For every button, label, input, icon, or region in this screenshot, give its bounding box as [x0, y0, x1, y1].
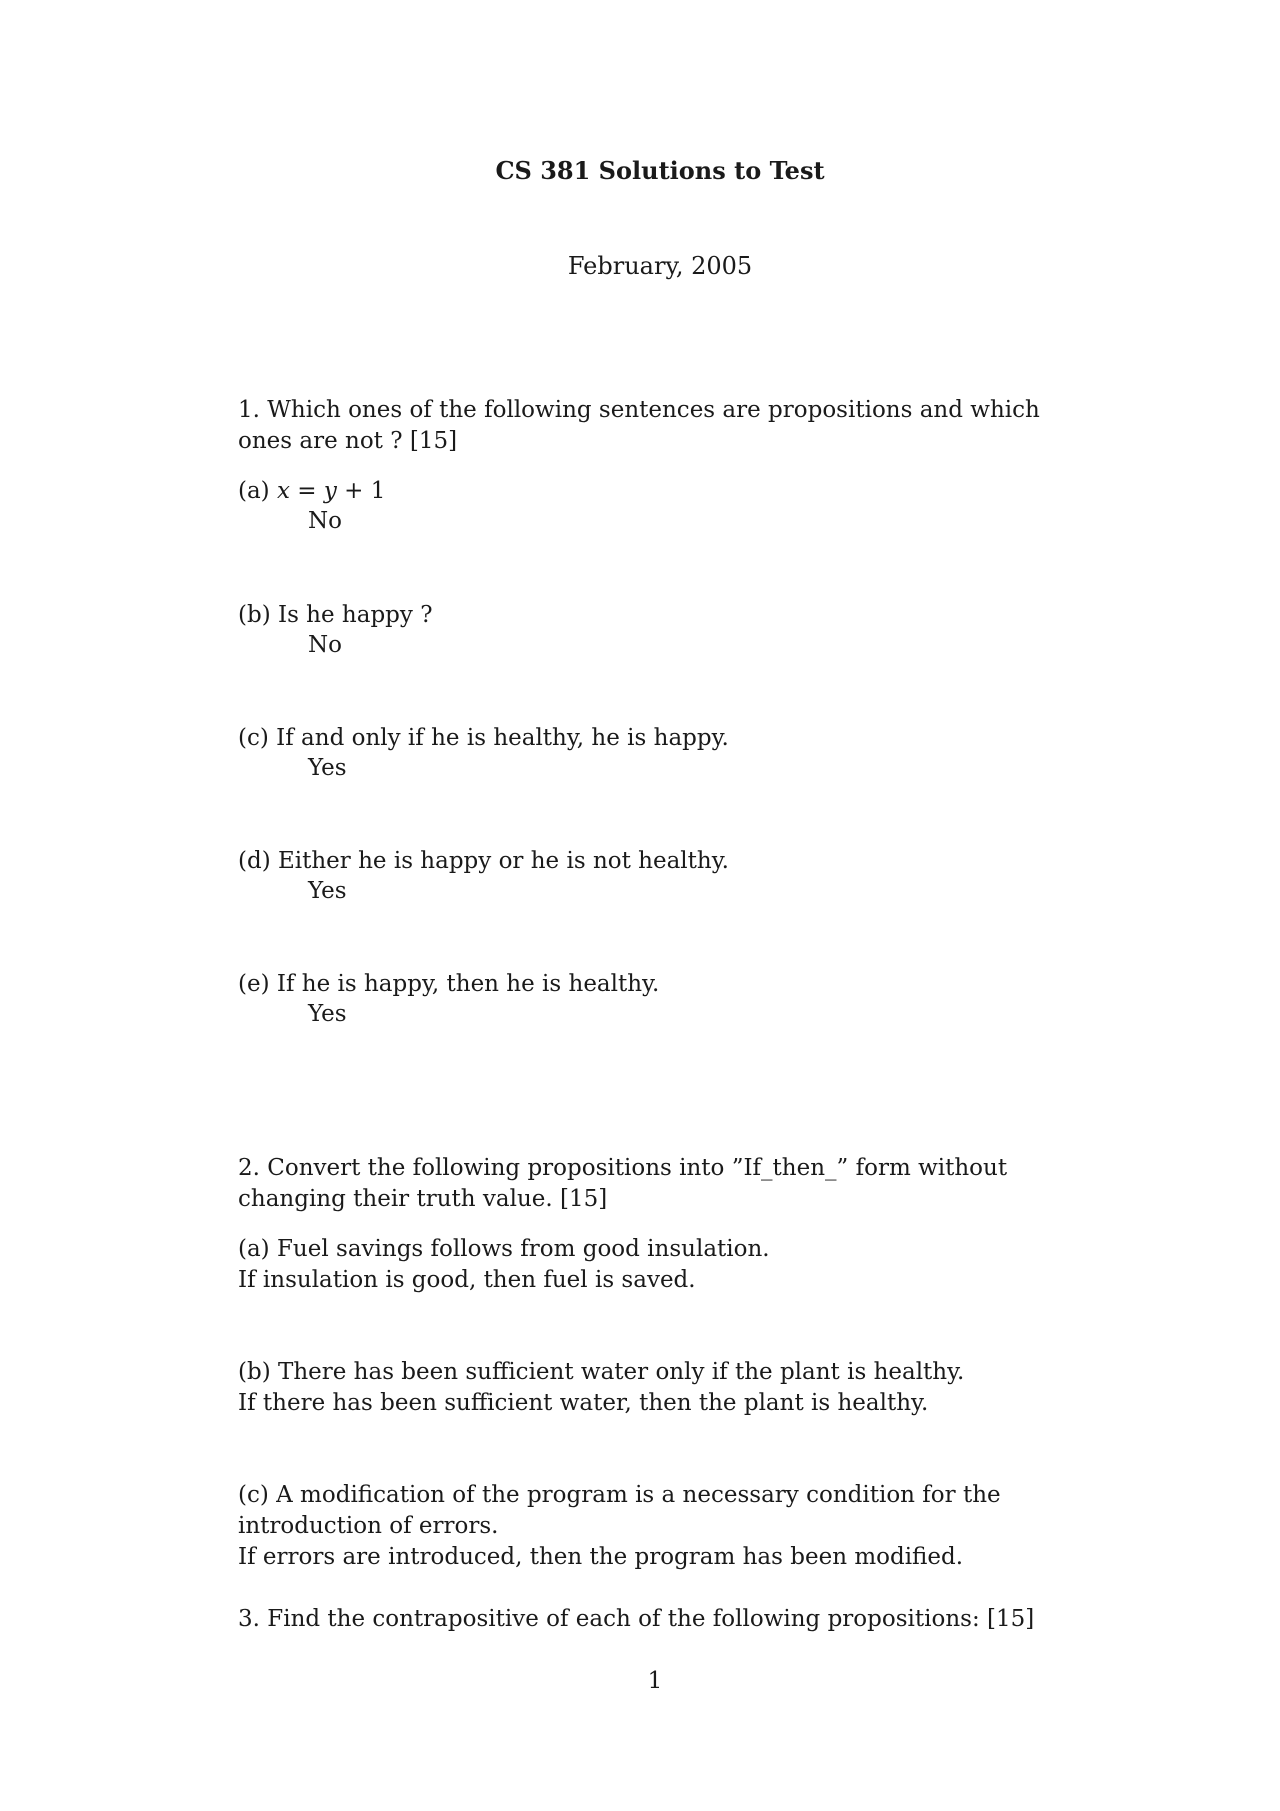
page-title: CS 381 Solutions to Test: [495, 156, 825, 185]
q1-prompt: 1. Which ones of the following sentences are propositions and which ones are not ? [15]: [238, 397, 1040, 454]
q1-item-a-rest: + 1: [336, 478, 386, 504]
q1-answer-c: Yes: [308, 755, 347, 781]
q1-item-c: (c) If and only if he is healthy, he is happy.: [238, 725, 729, 751]
q1-item-a-label: (a): [238, 478, 270, 504]
q2-item-b: (b) There has been sufficient water only if the plant is healthy.: [238, 1359, 965, 1385]
page-date: February, 2005: [567, 252, 753, 280]
q2-item-c: (c) A modification of the program is a necessary condition for the introduction of errors.: [238, 1482, 1001, 1539]
q1-item-b: (b) Is he happy ?: [238, 602, 433, 628]
q2-answer-a: If insulation is good, then fuel is saved.: [238, 1267, 696, 1293]
page-number: 1: [647, 1668, 663, 1694]
q1-answer-e: Yes: [308, 1001, 347, 1027]
q1-item-a-x: x: [276, 478, 290, 504]
q3-prompt: 3. Find the contrapositive of each of the following propositions: [15]: [238, 1606, 1035, 1632]
q2-answer-b: If there has been sufficient water, then the plant is healthy.: [238, 1390, 929, 1416]
q1-item-a: [238, 476, 385, 507]
q2-answer-c: If errors are introduced, then the program has been modified.: [238, 1544, 964, 1570]
q1-item-e: (e) If he is happy, then he is healthy.: [238, 971, 660, 997]
q1-answer-b: No: [308, 632, 342, 658]
q1-item-a-y: y: [323, 478, 337, 504]
q1-answer-d: Yes: [308, 878, 347, 904]
q2-prompt: 2. Convert the following propositions into ”If_then_” form without changing their truth value. [15]: [238, 1155, 1008, 1212]
q1-item-d: (d) Either he is happy or he is not healthy.: [238, 848, 729, 874]
q1-item-a-eq: =: [289, 478, 324, 504]
q2-item-a: (a) Fuel savings follows from good insulation.: [238, 1236, 770, 1262]
q1-answer-a: No: [308, 508, 342, 534]
